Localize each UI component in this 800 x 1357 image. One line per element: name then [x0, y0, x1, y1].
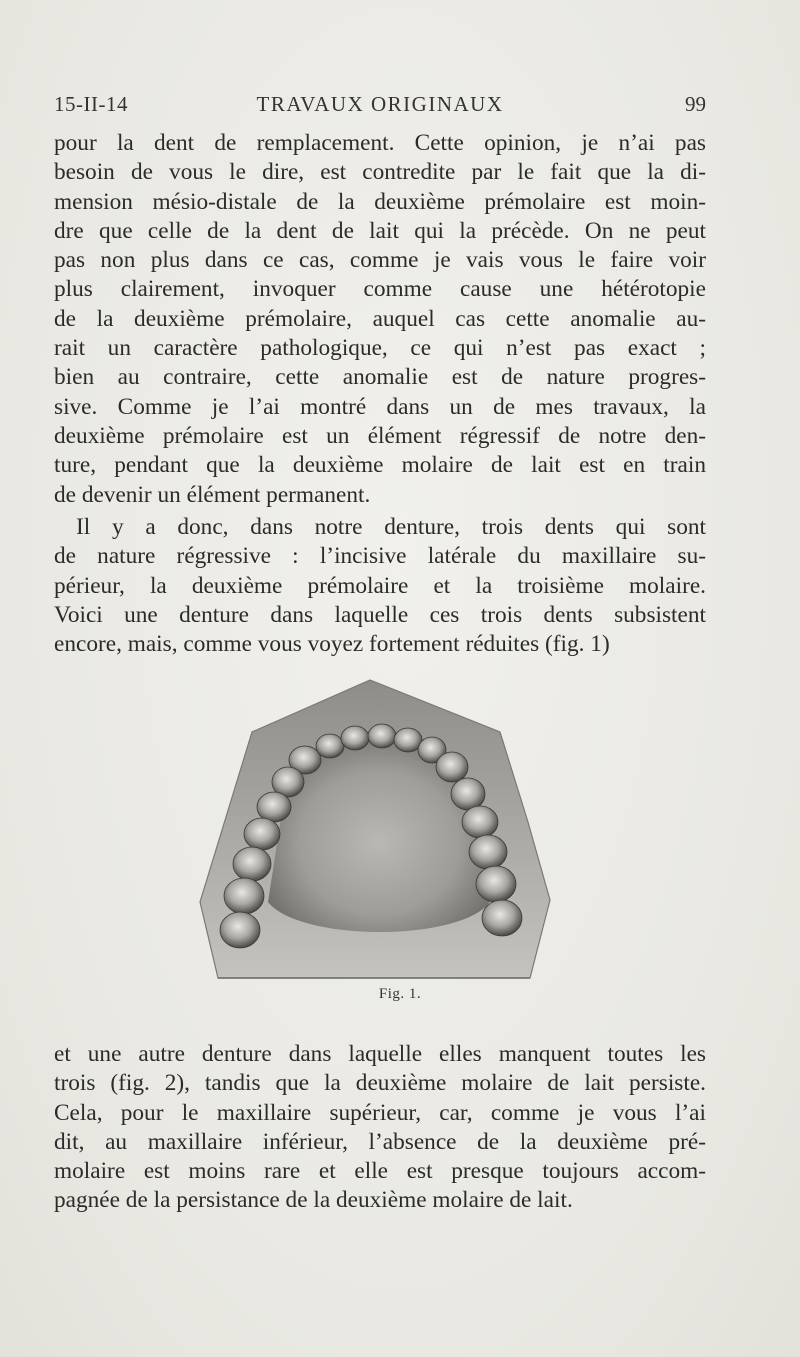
text-line: deuxième prémolaire est un élément régressif de notre den- [54, 422, 706, 449]
text-line: trois (fig. 2), tandis que la deuxième molaire de lait persiste. [54, 1070, 706, 1097]
text-line: molaire est moins rare et elle est presque toujours accom- [54, 1158, 706, 1185]
paragraph-3 [54, 1040, 706, 1216]
text-line: encore, mais, comme vous voyez fortement réduites (fig. 1) [54, 631, 610, 658]
figure-caption: Fig. 1. [378, 986, 422, 1002]
page-number: 99 [685, 92, 706, 116]
text-line: de devenir un élément permanent. [54, 481, 371, 508]
text-line: périeur, la deuxième prémolaire et la troisième molaire. [54, 572, 706, 599]
text-line: sive. Comme je l’ai montré dans un de mes travaux, la [54, 393, 706, 420]
text-line: Voici une denture dans laquelle ces trois dents subsistent [54, 601, 706, 628]
text-line: dit, au maxillaire inférieur, l’absence de la deuxième pré- [54, 1128, 706, 1155]
text-line: de nature régressive : l’incisive latérale du maxillaire su- [54, 543, 706, 570]
paragraph-2 [54, 513, 706, 659]
header-issue-date: 15-II-14 [54, 92, 128, 116]
text-line: pagnée de la persistance de la deuxième molaire de lait. [54, 1187, 573, 1214]
text-line: dre que celle de la dent de lait qui la précède. On ne peut [54, 217, 706, 244]
text-line: ture, pendant que la deuxième molaire de lait est en train [54, 452, 706, 479]
text-line: mension mésio-distale de la deuxième prémolaire est moin- [54, 188, 706, 215]
text-line: pour la dent de remplacement. Cette opinion, je n’ai pas [54, 130, 706, 156]
text-line: Il y a donc, dans notre denture, trois dents qui sont [76, 514, 706, 540]
text-line: plus clairement, invoquer comme cause une hétérotopie [54, 276, 706, 303]
text-line: et une autre denture dans laquelle elles manquent toutes les [54, 1041, 706, 1067]
text-line: bien au contraire, cette anomalie est de nature progres- [54, 364, 706, 391]
dental-cast-photo [190, 672, 570, 982]
running-header [54, 92, 706, 118]
paragraph-1 [54, 129, 706, 510]
text-line: de la deuxième prémolaire, auquel cas cette anomalie au- [54, 305, 706, 332]
header-section-title: TRAVAUX ORIGINAUX [256, 92, 504, 116]
text-line: rait un caractère pathologique, ce qui n’est pas exact ; [54, 335, 706, 362]
text-line: Cela, pour le maxillaire supérieur, car, comme je vous l’ai [54, 1099, 706, 1126]
text-line: besoin de vous le dire, est contredite par le fait que la di- [54, 159, 706, 186]
figure-1 [190, 672, 570, 982]
text-line: pas non plus dans ce cas, comme je vais vous le faire voir [54, 247, 706, 274]
